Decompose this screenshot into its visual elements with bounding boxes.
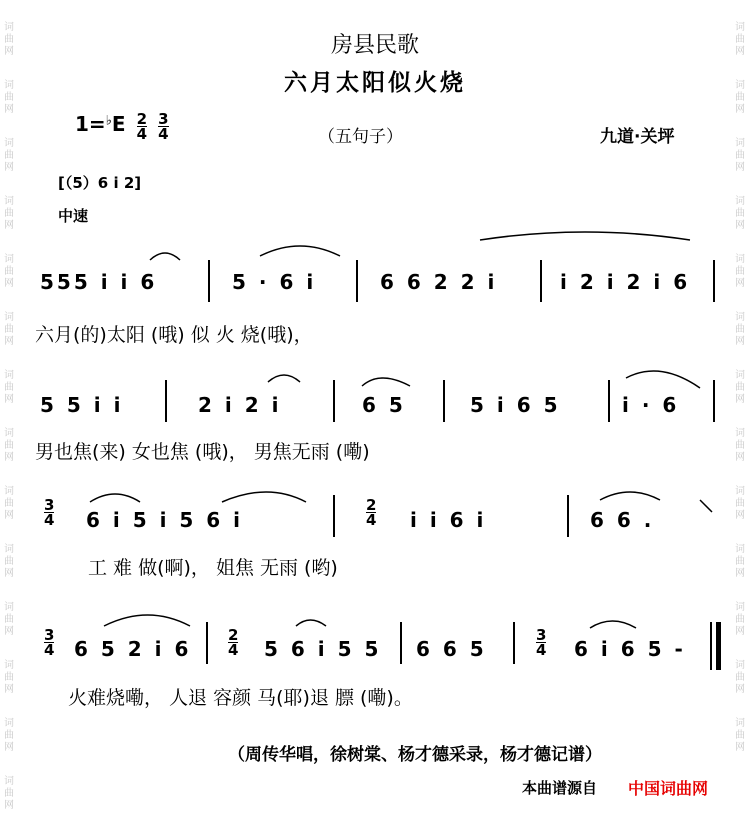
measure: i 2 i 2 i 6 — [560, 270, 691, 294]
slur-marks — [0, 478, 750, 518]
time-signature: $\frac{2}{4}$ — [366, 496, 377, 529]
measure: 6 6 2 2 i — [380, 270, 498, 294]
time-signature: $\frac{2}{4}$ — [228, 626, 239, 659]
measure: i · 6 — [622, 393, 680, 417]
watermark-mark: 词 曲 网 — [4, 196, 14, 231]
tempo-marking: 中速 — [58, 207, 89, 225]
watermark-mark: 词 曲 网 — [735, 486, 745, 521]
watermark-mark: 词 曲 网 — [4, 486, 14, 521]
flat-sign: ♭ — [105, 113, 112, 129]
source-site-link[interactable]: 中国词曲网 — [628, 779, 709, 798]
lyric-line: 火难烧嘞， 人退 容颜 马(耶)退 膘 (嘞)。 — [68, 687, 413, 709]
watermark-mark: 词 曲 网 — [4, 80, 14, 115]
watermark-mark: 词 曲 网 — [735, 138, 745, 173]
lyric-line: 男也焦(来) 女也焦 (哦)， 男焦无雨 (嘞) — [35, 441, 370, 463]
measure: 2 i 2 i — [198, 393, 282, 417]
watermark-mark: 词 曲 网 — [735, 254, 745, 289]
slur-marks — [0, 600, 750, 640]
watermark-mark: 词 曲 网 — [735, 370, 745, 405]
time-signature: $\frac{3}{4}$ — [44, 626, 55, 659]
watermark-mark: 词 曲 网 — [735, 602, 745, 637]
measure: 5 6 i 5 5 — [264, 637, 382, 661]
watermark-mark: 词 曲 网 — [4, 602, 14, 637]
song-title: 六月太阳似火烧 — [284, 70, 466, 96]
watermark-mark: 词 曲 网 — [4, 254, 14, 289]
time-signature: $\frac{3}{4}$ — [158, 110, 169, 143]
watermark-mark: 词 曲 网 — [4, 428, 14, 463]
watermark-mark: 词 曲 网 — [735, 544, 745, 579]
measure: 6 5 2 i 6 — [74, 637, 192, 661]
time-signature: $\frac{3}{4}$ — [44, 496, 55, 529]
watermark-mark: 词 曲 网 — [4, 22, 14, 57]
key-prefix: 1= — [75, 112, 106, 136]
time-signature: $\frac{2}{4}$ — [136, 110, 148, 143]
watermark-mark: 词 曲 网 — [4, 312, 14, 347]
slur-marks — [0, 228, 750, 278]
measure: 6 6 5 — [416, 637, 487, 661]
measure: 6 5 — [362, 393, 406, 417]
genre-label: （五句子） — [318, 127, 403, 147]
measure: 5 · 6 i — [232, 270, 317, 294]
watermark-mark: 词 曲 网 — [735, 312, 745, 347]
key-signature — [75, 112, 169, 141]
measure: 6 6 . — [590, 508, 655, 532]
intro-notation: [（5）6 i 2] — [58, 174, 142, 192]
credits-line: （周传华唱，徐树棠、杨才德采录，杨才德记谱） — [228, 745, 602, 765]
measure: i i 6 i — [410, 508, 487, 532]
watermark-mark: 词 曲 网 — [4, 544, 14, 579]
lyricist-label: 九道·关坪 — [600, 127, 675, 147]
measure: 5 i 6 5 — [470, 393, 561, 417]
watermark-mark: 词 曲 网 — [4, 776, 14, 811]
slur-marks — [0, 360, 750, 400]
time-signature: $\frac{3}{4}$ — [536, 626, 547, 659]
source-label: 本曲谱源自 — [522, 779, 598, 797]
watermark-mark: 词 曲 网 — [735, 428, 745, 463]
measure: 6 i 6 5 - — [574, 637, 686, 661]
watermark-mark: 词 曲 网 — [4, 660, 14, 695]
lyric-line: 工 难 做(啊)， 姐焦 无雨 (哟) — [88, 557, 338, 579]
measure: 6 i 5 i 5 6 i — [86, 508, 244, 532]
watermark-mark: 词 曲 网 — [4, 718, 14, 753]
key-note: E — [111, 112, 126, 136]
watermark-mark: 词 曲 网 — [735, 196, 745, 231]
watermark-mark: 词 曲 网 — [4, 138, 14, 173]
watermark-mark: 词 曲 网 — [735, 22, 745, 57]
measure: 555 i i 6 — [40, 270, 158, 294]
watermark-mark: 词 曲 网 — [4, 370, 14, 405]
lyric-line: 六月(的)太阳 (哦) 似 火 烧(哦)， — [35, 324, 313, 346]
collection-title: 房县民歌 — [330, 33, 419, 58]
watermark-mark: 词 曲 网 — [735, 660, 745, 695]
watermark-mark: 词 曲 网 — [735, 718, 745, 753]
watermark-mark: 词 曲 网 — [735, 80, 745, 115]
measure: 5 5 i i — [40, 393, 124, 417]
